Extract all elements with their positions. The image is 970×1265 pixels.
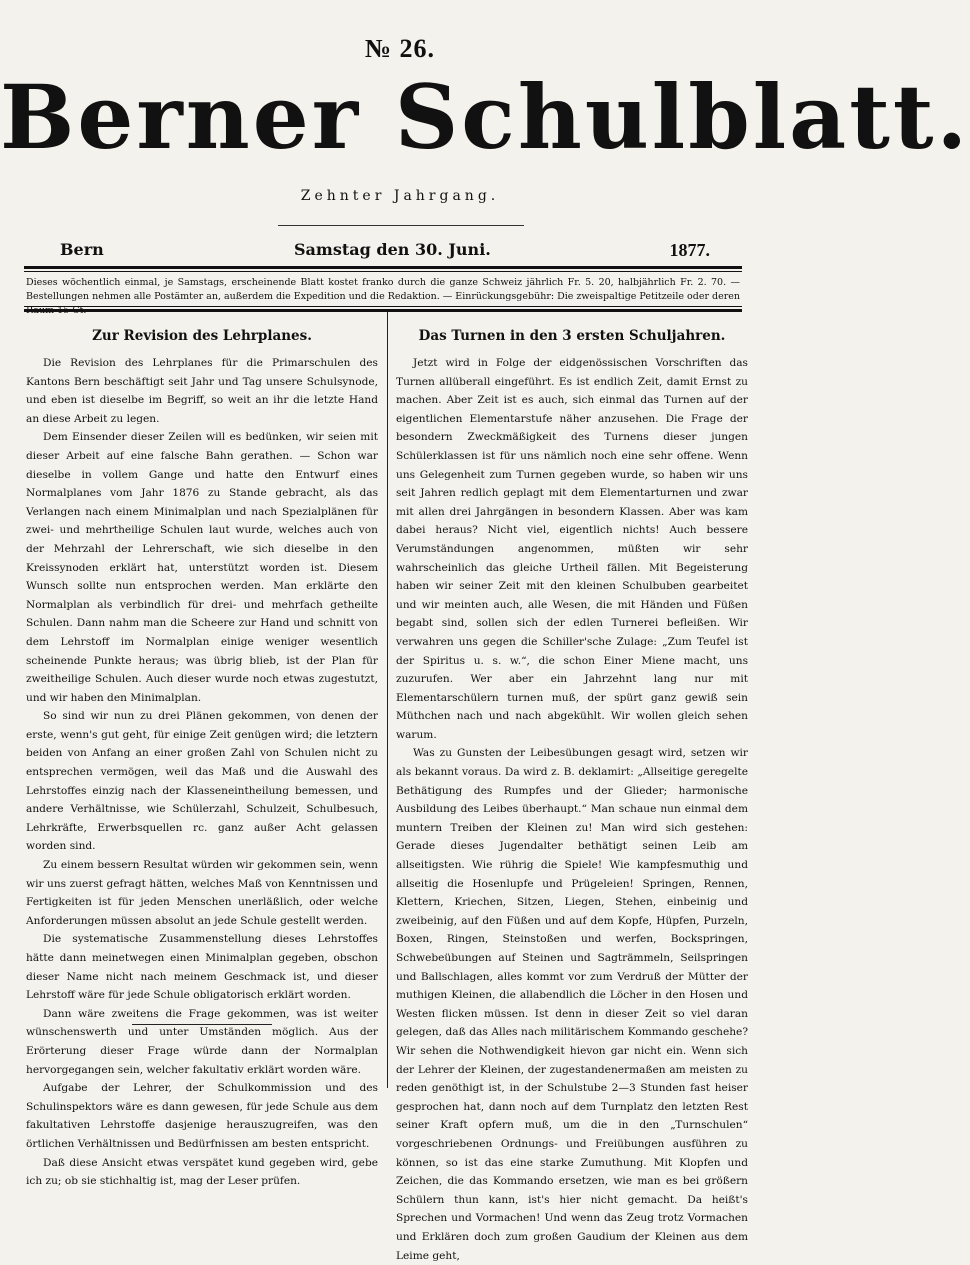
left-article-title: Zur Revision des Lehrplanes. — [92, 328, 312, 344]
left-paragraph: So sind wir nun zu drei Plänen gekommen, von denen der erste, wenn's gut geht, für einige Zeit genügen wird; die letztern beiden von Anfang an einer großen Zahl von Schulen nicht zu entsprechen vermögen, weil das Maß und die Auswahl des Lehrstoffes einzig nach der Klasseneintheilung bemessen, und andere Verhältnisse, wie Schülerzahl, Schulzeit, Schulbesuch, Lehrkräfte, Erwerbsquellen rc. ganz außer Acht gelassen worden sind. — [26, 710, 378, 853]
header-rule-bottom-thin — [24, 306, 742, 307]
short-divider — [278, 225, 524, 226]
article-end-rule — [132, 1024, 272, 1025]
right-paragraph: Was zu Gunsten der Leibesübungen gesagt wird, setzen wir als bekannt voraus. Da wird z. B. deklamirt: „Allseitige geregelte Bethätigung des Rumpfes und der Glieder; harmonische Ausbildung des Leibes überhaupt.“ Man schaue nun einmal dem muntern Treiben der Kleinen zu! Man wird sich gestehen: Gerade dieses Jugendalter bethätigt seinen Leib am allseitigsten. Wie rührig die Spiele! Wie kampfesmuthig und allseitig die Hosenlupfe und Prügeleien! Springen, Rennen, Klettern, Kriechen, Sitzen, Liegen, Stehen, einbeinig und zweibeinig, auf den Füßen und auf dem Kopfe, Hüpfen, Purzeln, Boxen, Ringen, Steinstoßen und werfen, Bockspringen, Schwebeübungen auf Steinen und Sagträmmeln, Seilspringen und Ballschlagen, alles kommt vor zum Verdruß der Mütter der muthigen Kleinen, die allabendlich die Löcher in den Hosen und Westen flicken müssen. Ist denn in dieser Zeit so viel daran gelegen, daß das Alles nach militärischem Kommando geschehe? Wir sehen die Nothwendigkeit hievon gar nicht ein. Wenn sich der Lehrer der Kleinen, der zugestandenermaßen am meisten zu reden genöthigt ist, in der Schulstube 2—3 Stunden fast heiser gesprochen hat, dann noch auf dem Turnplatz den letzten Rest seiner Kraft opfern muß, um die in den „Turnschulen“ vorgeschriebenen Ordnungs- und Freiübungen ausführen zu können, so ist das eine starke Zumuthung. Mit Klopfen und Zeichen, die das Kommando ersetzen, wie man es bei größern Schülern thun kann, ist's hier nicht gemacht. Da heißt's Sprechen und Vormachen! Und wenn das Zeug trotz Vormachen und Erklären doch zum großen Gaudium der Kleinen aus dem Leime geht, — [396, 747, 748, 1262]
left-paragraph: Dann wäre zweitens die Frage gekommen, was ist weiter wünschenswerth und unter Umständen möglich. Aus der Erörterung dieser Frage würde dann der Normalplan hervorgegangen sein, welcher fakultativ erklärt worden wäre. — [26, 1007, 378, 1076]
left-paragraph: Die systematische Zusammenstellung dieses Lehrstoffes hätte dann meinetwegen einen Minimalplan gegeben, obschon dieser Name nicht nach meinem Geschmack ist, und dieser Lehrstoff wäre für jede Schule obligatorisch erklärt worden. — [26, 933, 378, 1002]
header-rule-top-thin — [24, 271, 742, 272]
left-column — [26, 320, 378, 1188]
left-paragraph: Daß diese Ansicht etwas verspätet kund gegeben wird, gebe ich zu; ob sie stichhaltig ist, mag der Leser prüfen. — [26, 1156, 378, 1188]
left-paragraph: Dem Einsender dieser Zeilen will es bedünken, wir seien mit dieser Arbeit auf eine falsche Bahn gerathen. — Schon war dieselbe in vollem Gange und hatte den Entwurf eines Normalplanes vom Jahr 1876 zu Stande gebracht, als das Verlangen nach einem Minimalplan und nach Spezialplänen für zwei- und mehrtheilige Schulen laut wurde, welches auch von der Mehrzahl der Lehrerschaft, wie sich dieselbe in den Kreissynoden erklärt hat, unterstützt worden ist. Diesem Wunsch sollte nun entsprochen werden. Man erklärte den Normalplan als verbindlich für drei- und mehrfach getheilte Schulen. Dann nahm man die Scheere zur Hand und schnitt von dem Lehrstoff im Normalplan einige weniger wesentlich scheinende Punkte heraus; was übrig blieb, ist der Plan für zweitheilige Schulen. Auch dieser wurde noch etwas zugestutzt, und wir haben den Minimalplan. — [26, 431, 378, 704]
column-divider — [387, 312, 388, 1088]
left-paragraph: Zu einem bessern Resultat würden wir gekommen sein, wenn wir uns zuerst gefragt hätten, welches Maß von Kenntnissen und Fertigkeiten ist für jeden Menschen unerläßlich, oder welche Anforderungen müssen absolut an jede Schule gestellt werden. — [26, 859, 378, 927]
right-article-title: Das Turnen in den 3 ersten Schuljahren. — [418, 328, 726, 344]
right-column — [396, 320, 748, 1262]
dateline-date: Samstag den 30. Juni. — [294, 240, 491, 259]
right-paragraph: Jetzt wird in Folge der eidgenössischen Vorschriften das Turnen allüberall eingeführt. Es ist endlich Zeit, damit Ernst zu machen. Aber Zeit ist es auch, sich einmal das Turnen auf der eigentlichen Elementarstufe näher anzusehen. Die Frage der besondern Zweckmäßigkeit des Turnens dieser jungen Schülerklassen ist für uns nämlich noch eine sehr offene. Wenn uns Gelegenheit zum Turnen gegeben wurde, so haben wir uns seit Jahren redlich geplagt mit dem Elementarturnen und zwar mit allen drei Jahrgängen in besondern Klassen. Aber was kam dabei heraus? Nicht viel, eigentlich nichts! Auch bessere Verumständungen angenommen, müßten wir sehr wahrscheinlich das gleiche Urtheil fällen. Mit Begeisterung haben wir seiner Zeit mit den kleinen Schulbuben gearbeitet und wir meinten auch, alle Wesen, die mit Händen und Füßen begabt sind, sollen sich der edlen Turnerei befleißen. Wir verwahren uns gegen die Schiller'sche Zulage: „Zum Teufel ist der Spiritus u. s. w.“, die schon Einer Miene macht, uns zuzurufen. Wer aber ein Jahrzehnt lang nur mit Elementarschülern turnen muß, der spürt ganz gewiß sein Müthchen nach und nach abgekühlt. Wir wollen gleich sehen warum. — [396, 357, 748, 741]
issue-number: № 26. — [364, 34, 436, 63]
dateline-year: 1877. — [669, 240, 710, 260]
header-rule-top — [24, 266, 742, 269]
dateline-place: Bern — [60, 240, 104, 259]
header-rule-bottom — [24, 309, 742, 312]
subscription-notice: Dieses wöchentlich einmal, je Samstags, erscheinende Blatt kostet franko durch die ganze Schweiz jährlich Fr. 5. 20, halbjährlich Fr. 2. 70. — Bestellungen nehmen alle Postämter an, außerdem die Expedition und die Redaktion. — Einrückungsgebühr: Die zweispaltige Petitzeile oder deren Raum 15 Ct. — [26, 277, 740, 316]
left-paragraph: Die Revision des Lehrplanes für die Primarschulen des Kantons Bern beschäftigt seit Jahr und Tag unsere Schulsynode, und eben ist dieselbe im Begriff, so weit an ihr die letzte Hand an diese Arbeit zu legen. — [26, 357, 378, 425]
left-paragraph: Aufgabe der Lehrer, der Schulkommission und des Schulinspektors wäre es dann gewesen, für jede Schule aus dem fakultativen Lehrstoffe dasjenige herauszugreifen, was den örtlichen Verhältnissen und Bedürfnissen am besten entspricht. — [26, 1082, 378, 1150]
volume-line: Zehnter Jahrgang. — [300, 188, 500, 204]
newspaper-title: Berner Schulblatt. — [0, 65, 970, 169]
